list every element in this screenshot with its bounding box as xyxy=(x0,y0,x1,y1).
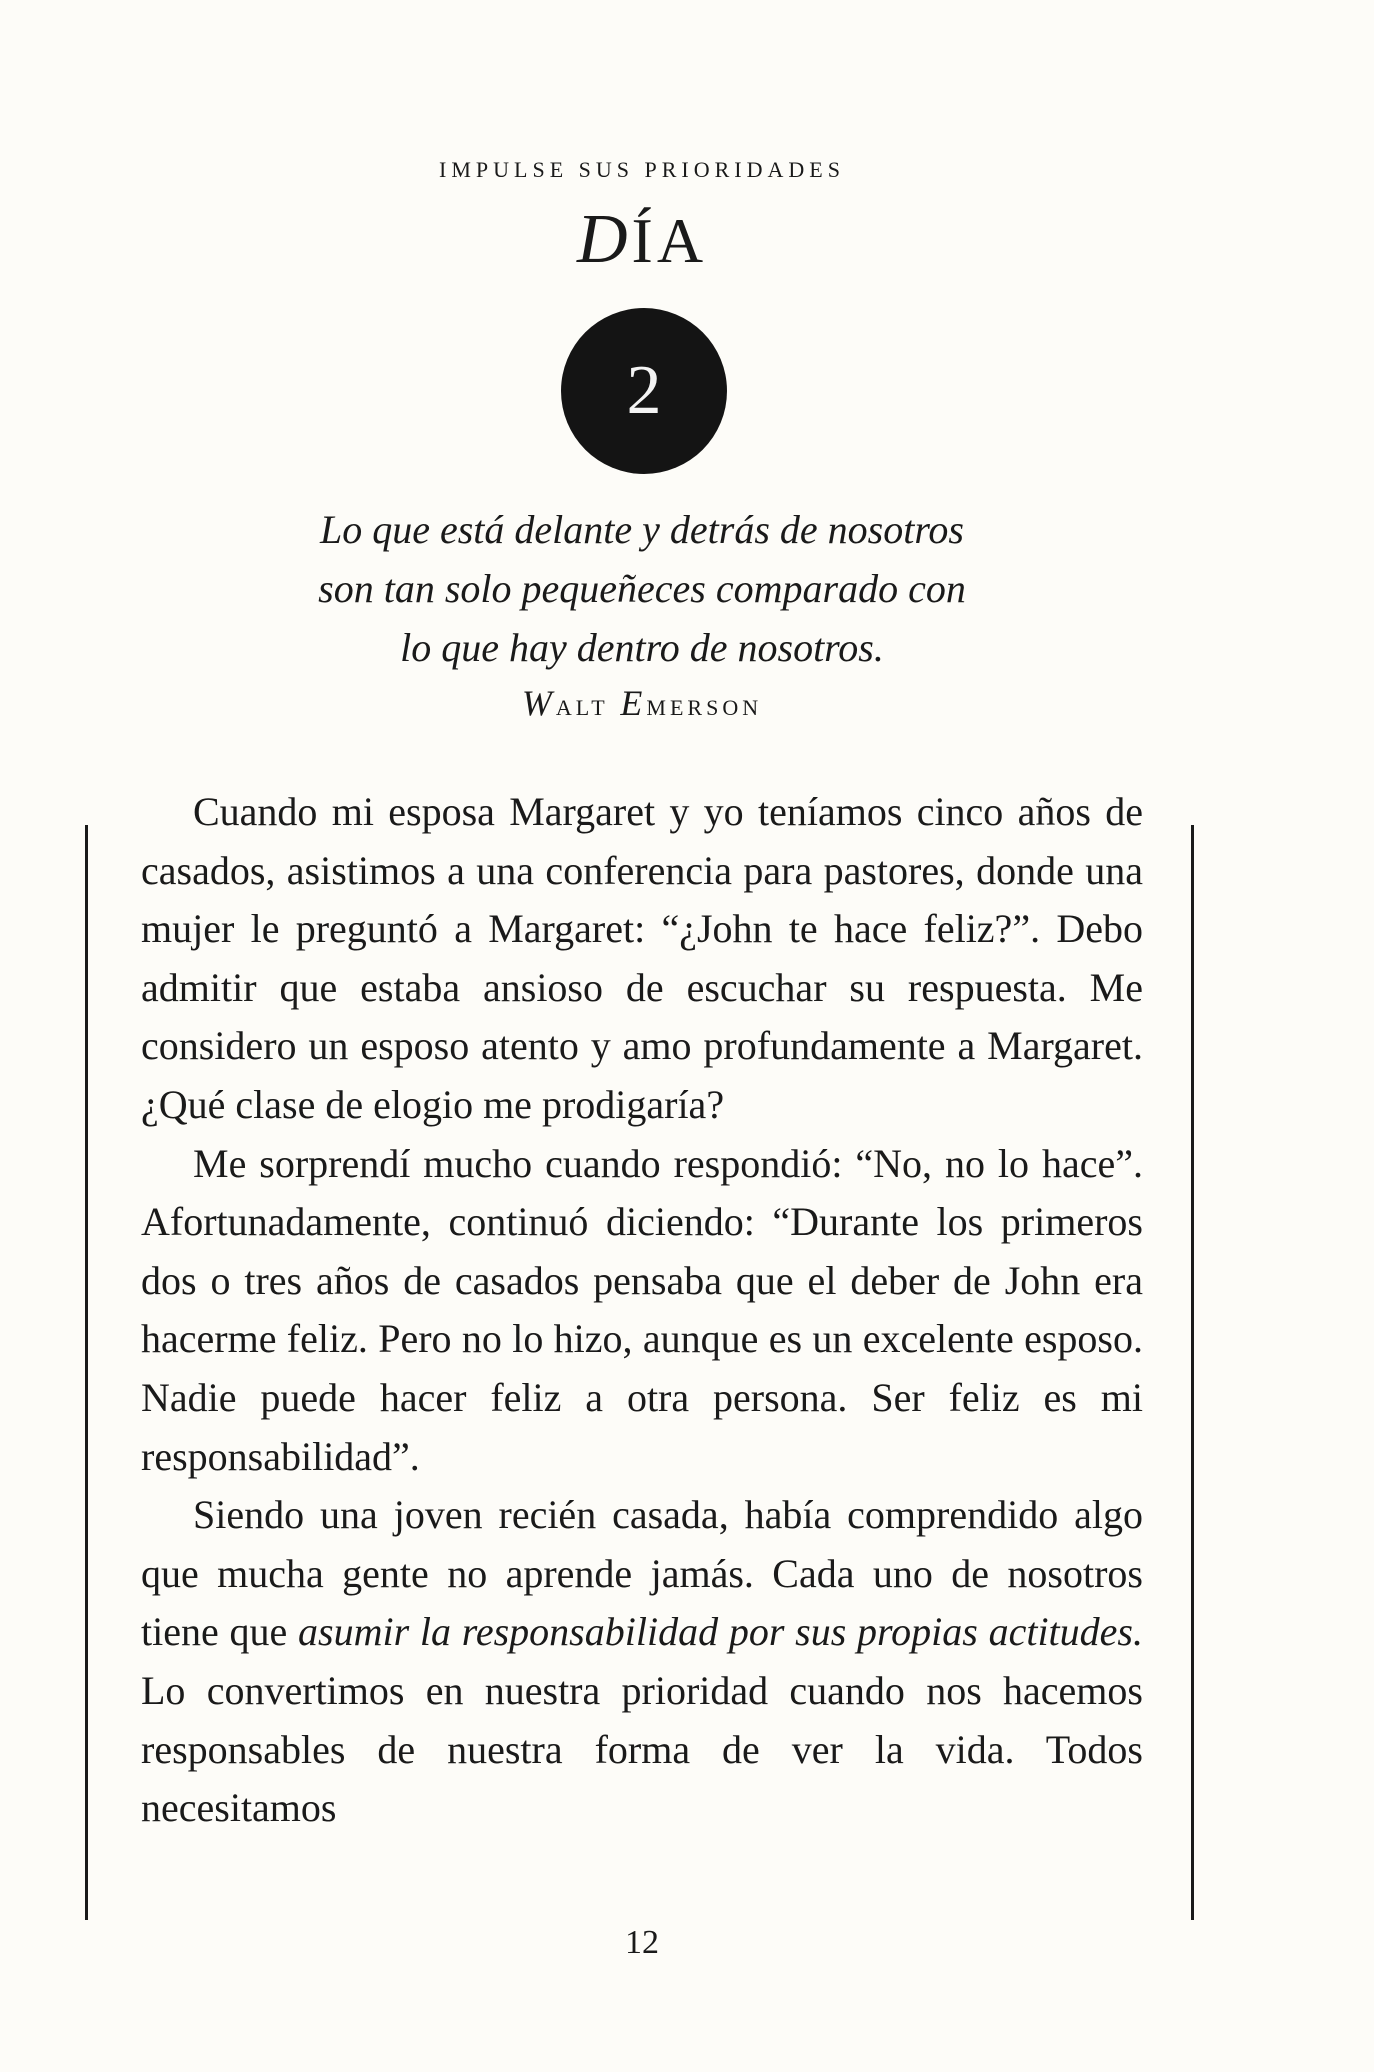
paragraph-3-start: Siendo una joven recién casada, había comprendido algo que mucha gente no aprende jamás. Cada uno de nosotros tiene que xyxy=(141,1492,1143,1655)
author-first-rest: alt xyxy=(555,687,621,722)
left-margin-rule xyxy=(85,825,88,1920)
right-margin-rule xyxy=(1191,825,1194,1920)
body-text xyxy=(141,783,1143,1838)
running-header: IMPULSE SUS PRIORIDADES xyxy=(439,157,845,182)
epigraph-line: Lo que está delante y detrás de nosotros xyxy=(319,507,964,552)
epigraph-line: lo que hay dentro de nosotros. xyxy=(400,625,884,670)
author-first-initial: W xyxy=(521,683,556,723)
day-title xyxy=(0,201,1284,278)
body-paragraph-1: Cuando mi esposa Margaret y yo teníamos cinco años de casados, asistimos a una conferencia para pastores, donde una mujer le preguntó a Margaret: “¿John te hace feliz?”. Debo admitir que estaba ansioso de escuchar su respuesta. Me considero un esposo atento y amo profundamente a Margaret. ¿Qué clase de elogio me prodigaría? xyxy=(141,789,1143,1127)
day-number: 2 xyxy=(626,352,662,429)
body-paragraph-3 xyxy=(141,1486,1143,1838)
day-number-badge xyxy=(561,308,727,474)
day-title-initial: D xyxy=(576,201,632,278)
author-last-rest: merson xyxy=(646,687,763,722)
epigraph-line: son tan solo pequeñeces comparado con xyxy=(318,566,966,611)
paragraph-3-end: Lo convertimos en nuestra prioridad cuando nos hacemos responsables de nuestra forma de ver la vida. Todos necesitamos xyxy=(141,1667,1143,1831)
paragraph-3-emphasis: asumir la responsabilidad por sus propias actitudes. xyxy=(298,1609,1143,1655)
author-last-initial: E xyxy=(620,683,647,723)
body-paragraph-2: Me sorprendí mucho cuando respondió: “No, no lo hace”. Afortunadamente, continuó diciendo: “Durante los primeros dos o tres años de casados pensaba que el deber de John era hacerme feliz. Pero no lo hizo, aunque es un excelente esposo. Nadie puede hacer feliz a otra persona. Ser feliz es mi responsabilidad”. xyxy=(141,1140,1143,1479)
epigraph-quote xyxy=(0,500,1284,677)
day-title-rest: ÍA xyxy=(631,205,708,276)
epigraph-author xyxy=(0,682,1284,724)
page-number: 12 xyxy=(625,1924,659,1961)
